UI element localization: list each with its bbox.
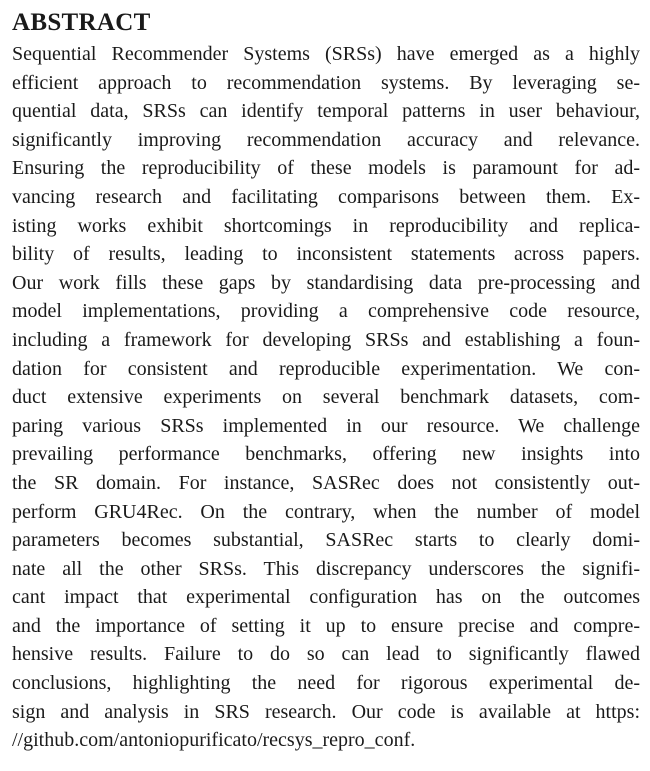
abstract-line: isting works exhibit shortcomings in reproducibility and replica- — [12, 214, 641, 237]
abstract-line: vancing research and facilitating comparisons between them. Ex- — [12, 185, 641, 208]
abstract-line: Our work fills these gaps by standardising data pre-processing and — [12, 271, 640, 294]
abstract-line: perform GRU4Rec. On the contrary, when the number of model — [12, 500, 641, 523]
abstract-line: model implementations, providing a comprehensive code resource, — [12, 300, 641, 323]
abstract-line: parameters becomes substantial, SASRec starts to clearly domi- — [12, 529, 641, 552]
paper-page — [12, 8, 640, 755]
abstract-line: Ensuring the reproducibility of these models is paramount for ad- — [12, 157, 640, 180]
abstract-line: bility of results, leading to inconsistent statements across papers. — [12, 243, 640, 266]
abstract-body — [12, 40, 640, 755]
abstract-line: Sequential Recommender Systems (SRSs) have emerged as a highly — [12, 43, 641, 65]
abstract-line: paring various SRSs implemented in our resource. We challenge — [12, 414, 640, 437]
abstract-line: dation for consistent and reproducible experimentation. We con- — [12, 357, 640, 380]
abstract-line: including a framework for developing SRSs and establishing a foun- — [12, 328, 640, 351]
abstract-line: quential data, SRSs can identify temporal patterns in user behaviour, — [12, 100, 640, 123]
abstract-line: conclusions, highlighting the need for rigorous experimental de- — [12, 672, 640, 695]
abstract-line: cant impact that experimental configuration has on the outcomes — [12, 586, 641, 609]
abstract-line: nate all the other SRSs. This discrepancy underscores the signifi- — [12, 557, 640, 580]
abstract-line: hensive results. Failure to do so can lead to significantly flawed — [12, 643, 641, 666]
abstract-line: and the importance of setting it up to ensure precise and compre- — [12, 614, 640, 637]
abstract-line: significantly improving recommendation accuracy and relevance. — [12, 128, 640, 151]
abstract-line: prevailing performance benchmarks, offering new insights into — [12, 443, 641, 466]
abstract-line: sign and analysis in SRS research. Our code is available at https: — [12, 700, 640, 723]
abstract-line-url[interactable]: //github.com/antoniopurificato/recsys_repro_conf. — [12, 729, 416, 752]
abstract-line: the SR domain. For instance, SASRec does not consistently out- — [12, 471, 641, 494]
abstract-heading: ABSTRACT — [12, 9, 151, 36]
abstract-line: duct extensive experiments on several benchmark datasets, com- — [12, 386, 640, 409]
abstract-line: efficient approach to recommendation systems. By leveraging se- — [12, 71, 640, 94]
